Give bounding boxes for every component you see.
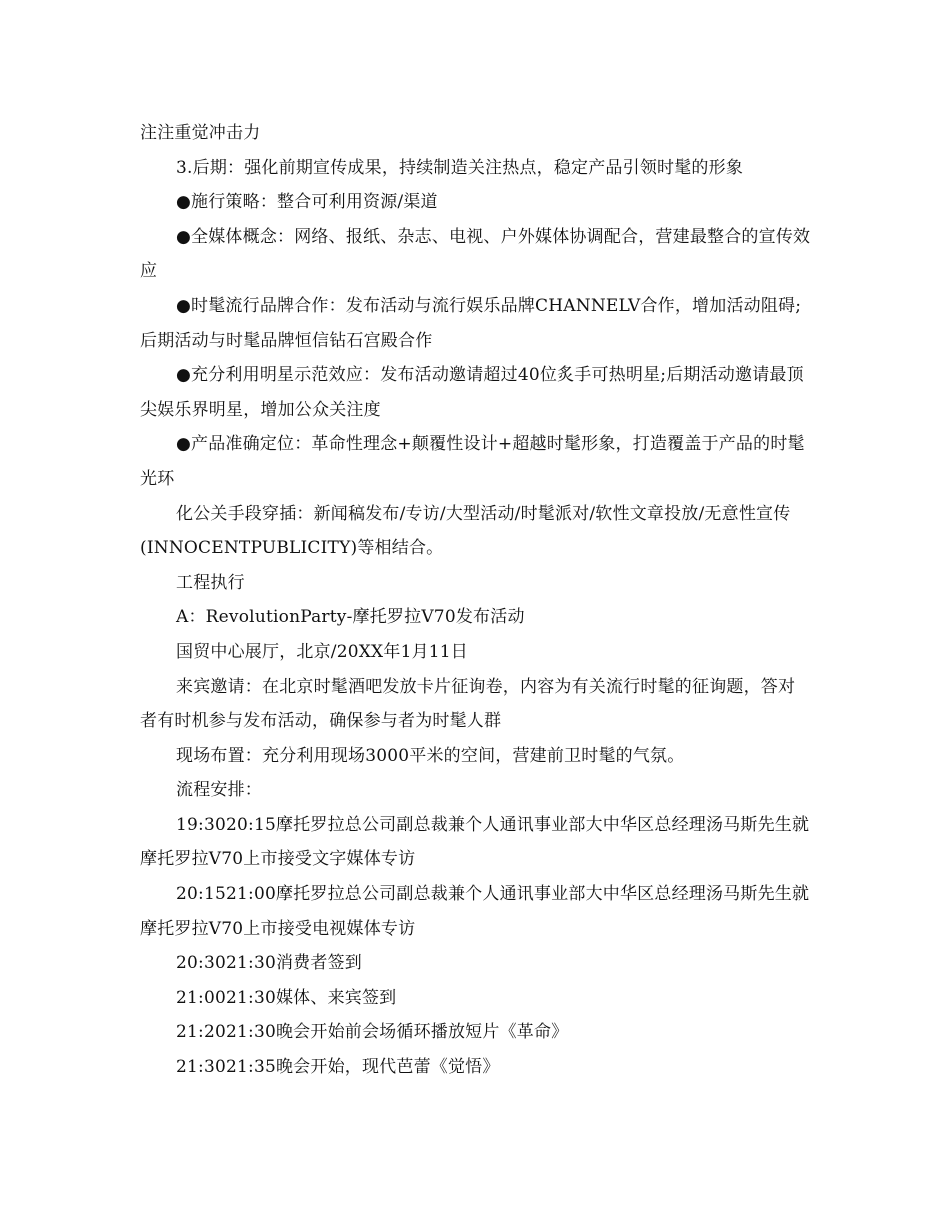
- paragraph: 3.后期：强化前期宣传成果，持续制造关注热点，稳定产品引领时髦的形象: [176, 157, 744, 178]
- schedule-heading: 流程安排：: [176, 780, 262, 801]
- document-body: [140, 116, 812, 1085]
- bullet-paragraph: ●时髦流行品牌合作：发布活动与流行娱乐品牌CHANNELV合作，增加活动阻碍;后期活动与时髦品牌恒信钻石宫殿合作: [140, 295, 802, 351]
- paragraph: 现场布置：充分利用现场3000平米的空间，营建前卫时髦的气氛。: [176, 745, 685, 766]
- schedule-item: 21:3021:35晚会开始，现代芭蕾《觉悟》: [176, 1057, 500, 1078]
- schedule-item: 21:0021:30媒体、来宾签到: [176, 987, 397, 1008]
- schedule-item: 20:3021:30消费者签到: [176, 953, 362, 974]
- bullet-paragraph: ●施行策略：整合可利用资源/渠道: [176, 192, 438, 213]
- bullet-paragraph: ●产品准确定位：革命性理念+颠覆性设计+超越时髦形象，打造覆盖于产品的时髦光环: [140, 434, 805, 489]
- event-title: A：RevolutionParty-摩托罗拉V70发布活动: [176, 607, 525, 628]
- event-location-date: 国贸中心展厅，北京/20XX年1月11日: [176, 641, 469, 662]
- schedule-item: 21:2021:30晚会开始前会场循环播放短片《革命》: [176, 1022, 569, 1043]
- section-heading: 工程执行: [176, 572, 245, 593]
- schedule-item: 19:3020:15摩托罗拉总公司副总裁兼个人通讯事业部大中华区总经理汤马斯先生就摩托罗拉V70上市接受文字媒体专访: [140, 814, 810, 870]
- paragraph: 化公关手段穿插：新闻稿发布/专访/大型活动/时髦派对/软性文章投放/无意性宣传(INNOCENTPUBLICITY)等相结合。: [140, 503, 791, 559]
- schedule-item: 20:1521:00摩托罗拉总公司副总裁兼个人通讯事业部大中华区总经理汤马斯先生就摩托罗拉V70上市接受电视媒体专访: [140, 884, 810, 939]
- bullet-paragraph: ●充分利用明星示范效应：发布活动邀请超过40位炙手可热明星;后期活动邀请最顶尖娱乐界明星，增加公众关注度: [140, 365, 804, 420]
- paragraph: 注注重觉冲击力: [140, 123, 261, 143]
- bullet-paragraph: ●全媒体概念：网络、报纸、杂志、电视、户外媒体协调配合，营建最整合的宣传效应: [140, 226, 811, 282]
- paragraph: 来宾邀请：在北京时髦酒吧发放卡片征询卷，内容为有关流行时髦的征询题，答对者有时机参与发布活动，确保参与者为时髦人群: [140, 676, 796, 732]
